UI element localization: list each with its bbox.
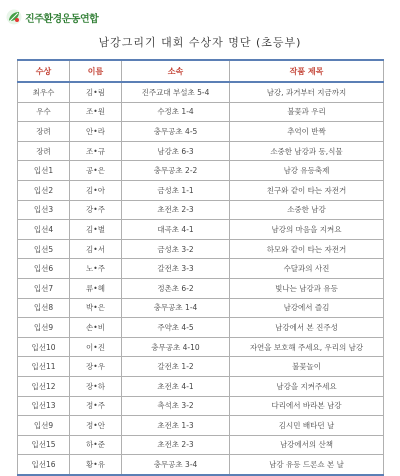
cell-name: 류•혜 [70, 278, 122, 298]
table-row [18, 318, 384, 338]
cell-award: 입선15 [18, 435, 70, 455]
table-row [18, 161, 384, 181]
cell-school: 초전초 2-3 [122, 200, 230, 220]
cell-award: 입선12 [18, 376, 70, 396]
cell-name: 노•주 [70, 259, 122, 279]
cell-award: 입선13 [18, 396, 70, 416]
cell-title: 남강에서 즐김 [230, 298, 384, 318]
cell-school: 진주교대 부설초 5-4 [122, 82, 230, 102]
cell-name: 이•진 [70, 337, 122, 357]
cell-school: 주약초 4-5 [122, 318, 230, 338]
table-row [18, 180, 384, 200]
cell-name: 황•유 [70, 455, 122, 475]
cell-school: 금성초 1-1 [122, 180, 230, 200]
cell-school: 갈전초 1-2 [122, 357, 230, 377]
cell-title: 남강을 지켜주세요 [230, 376, 384, 396]
table-row [18, 376, 384, 396]
cell-school: 대곡초 4-1 [122, 220, 230, 240]
cell-school: 초전초 1-3 [122, 416, 230, 436]
table-row [18, 200, 384, 220]
cell-name: 김•아 [70, 180, 122, 200]
cell-award: 입선9 [18, 416, 70, 436]
cell-title: 하모와 같이 타는 자전거 [230, 239, 384, 259]
cell-name: 안•라 [70, 122, 122, 142]
cell-school: 충무공초 2-2 [122, 161, 230, 181]
cell-title: 남강 유등 드론쇼 본 날 [230, 455, 384, 475]
column-header-name: 이름 [70, 60, 122, 82]
cell-name: 장•하 [70, 376, 122, 396]
cell-school: 남강초 6-3 [122, 141, 230, 161]
org-logo [6, 8, 98, 26]
cell-award: 입선9 [18, 318, 70, 338]
cell-award: 입선10 [18, 337, 70, 357]
cell-award: 입선2 [18, 180, 70, 200]
cell-name: 정•안 [70, 416, 122, 436]
cell-school: 갈전초 3-3 [122, 259, 230, 279]
cell-name: 강•주 [70, 200, 122, 220]
cell-school: 촉석초 3-2 [122, 396, 230, 416]
cell-name: 조•규 [70, 141, 122, 161]
table-row [18, 220, 384, 240]
cell-award: 최우수 [18, 82, 70, 102]
cell-school: 충무공초 3-4 [122, 455, 230, 475]
cell-name: 정•주 [70, 396, 122, 416]
leaf-logo-icon [6, 9, 22, 25]
cell-award: 입선11 [18, 357, 70, 377]
cell-award: 입선3 [18, 200, 70, 220]
cell-award: 입선4 [18, 220, 70, 240]
table-row [18, 396, 384, 416]
cell-award: 장려 [18, 122, 70, 142]
table-row [18, 416, 384, 436]
cell-school: 초전초 4-1 [122, 376, 230, 396]
cell-title: 자연을 보호해 주세요, 우리의 남강 [230, 337, 384, 357]
cell-title: 소중한 남강 [230, 200, 384, 220]
cell-name: 장•우 [70, 357, 122, 377]
cell-school: 수정초 1-4 [122, 102, 230, 122]
cell-award: 입선1 [18, 161, 70, 181]
table-row [18, 141, 384, 161]
cell-title: 불꽃놀이 [230, 357, 384, 377]
cell-name: 김•서 [70, 239, 122, 259]
cell-title: 남강에서의 산책 [230, 435, 384, 455]
org-name: 진주환경운동연합 [25, 13, 99, 25]
table-header-row [18, 60, 384, 82]
cell-school: 충무공초 4-10 [122, 337, 230, 357]
cell-title: 불꽃과 우리 [230, 102, 384, 122]
cell-name: 김•림 [70, 82, 122, 102]
cell-school: 충무공초 4-5 [122, 122, 230, 142]
table-row [18, 259, 384, 279]
table-row [18, 435, 384, 455]
cell-title: 소중한 남강과 동,식물 [230, 141, 384, 161]
cell-name: 조•원 [70, 102, 122, 122]
cell-name: 김•별 [70, 220, 122, 240]
column-header-school: 소속 [122, 60, 230, 82]
cell-name: 공•은 [70, 161, 122, 181]
cell-name: 하•준 [70, 435, 122, 455]
cell-award: 입선6 [18, 259, 70, 279]
cell-name: 손•비 [70, 318, 122, 338]
cell-title: 남강, 과거부터 지금까지 [230, 82, 384, 102]
table-row [18, 239, 384, 259]
cell-title: 남강의 마음을 지켜요 [230, 220, 384, 240]
column-header-title: 작품 제목 [230, 60, 384, 82]
cell-school: 정촌초 6-2 [122, 278, 230, 298]
cell-title: 남강 유등축제 [230, 161, 384, 181]
table-row [18, 298, 384, 318]
cell-name: 박•은 [70, 298, 122, 318]
table-row [18, 122, 384, 142]
table-row [18, 278, 384, 298]
table-row [18, 337, 384, 357]
cell-title: 다리에서 바라본 남강 [230, 396, 384, 416]
cell-school: 금성초 3-2 [122, 239, 230, 259]
cell-award: 우수 [18, 102, 70, 122]
cell-title: 남강에서 본 진주성 [230, 318, 384, 338]
cell-title: 빛나는 남강과 유등 [230, 278, 384, 298]
cell-award: 장려 [18, 141, 70, 161]
cell-award: 입선16 [18, 455, 70, 475]
cell-title: 친구와 같이 타는 자전거 [230, 180, 384, 200]
cell-award: 입선5 [18, 239, 70, 259]
winners-table [17, 59, 384, 476]
cell-title: 추억이 반짝 [230, 122, 384, 142]
column-header-award: 수상 [18, 60, 70, 82]
cell-title: 김시민 배타던 날 [230, 416, 384, 436]
cell-award: 입선7 [18, 278, 70, 298]
cell-award: 입선8 [18, 298, 70, 318]
table-row [18, 357, 384, 377]
cell-school: 충무공초 1-4 [122, 298, 230, 318]
page-title: 남강그리기 대회 수상자 명단 (초등부) [98, 36, 302, 49]
cell-school: 초전초 2-3 [122, 435, 230, 455]
table-row [18, 102, 384, 122]
table-row [18, 82, 384, 102]
cell-title: 수달과의 사진 [230, 259, 384, 279]
